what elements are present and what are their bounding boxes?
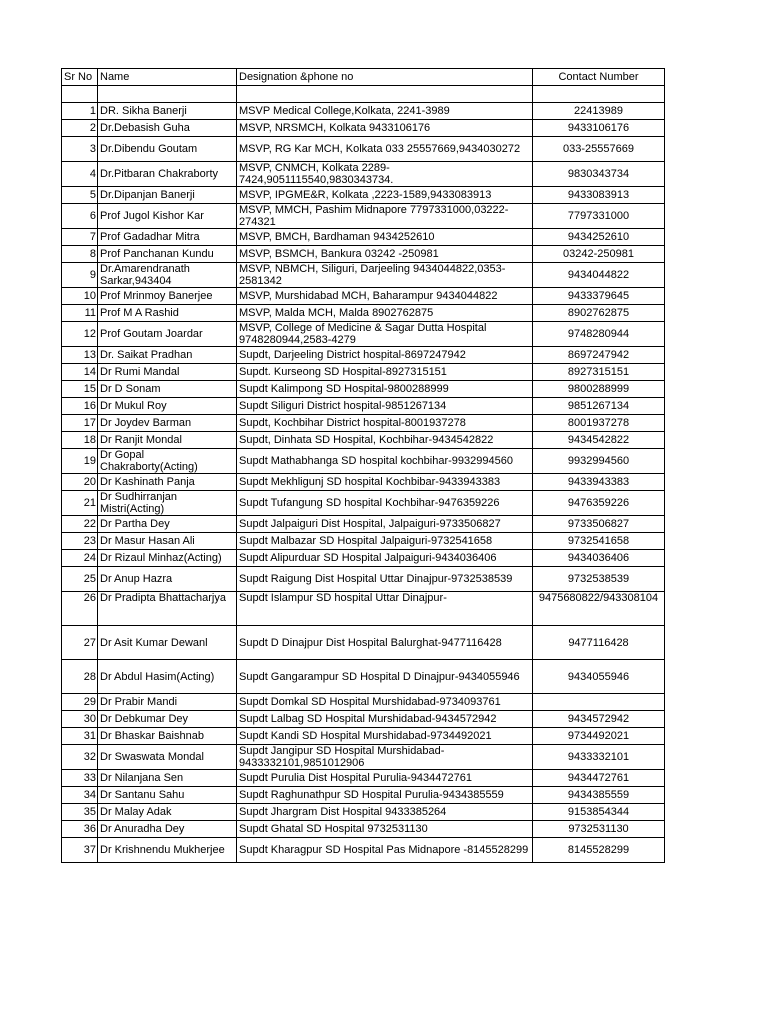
table-row bbox=[62, 263, 665, 288]
designation-cell: MSVP, BMCH, Bardhaman 9434252610 bbox=[237, 229, 533, 246]
table-row bbox=[62, 229, 665, 246]
table-row bbox=[62, 533, 665, 550]
contact-cell: 9433379645 bbox=[533, 288, 665, 305]
table-row bbox=[62, 474, 665, 491]
sr-no-cell: 26 bbox=[62, 592, 98, 626]
table-row bbox=[62, 694, 665, 711]
blank-cell bbox=[237, 86, 533, 103]
name-cell: Dr Rumi Mandal bbox=[98, 364, 237, 381]
table-row bbox=[62, 550, 665, 567]
sr-no-cell: 3 bbox=[62, 137, 98, 162]
designation-cell: Supdt, Darjeeling District hospital-8697247942 bbox=[237, 347, 533, 364]
name-cell: Dr Debkumar Dey bbox=[98, 711, 237, 728]
name-cell: Dr Partha Dey bbox=[98, 516, 237, 533]
designation-cell: Supdt Jhargram Dist Hospital 9433385264 bbox=[237, 804, 533, 821]
table-row bbox=[62, 364, 665, 381]
contact-cell: 9434472761 bbox=[533, 770, 665, 787]
contact-cell: 03242-250981 bbox=[533, 246, 665, 263]
designation-cell: Supdt Islampur SD hospital Uttar Dinajpur- bbox=[237, 592, 533, 626]
table-row bbox=[62, 804, 665, 821]
sr-no-cell: 14 bbox=[62, 364, 98, 381]
designation-cell: Supdt Raigung Dist Hospital Uttar Dinajpur-9732538539 bbox=[237, 567, 533, 592]
contact-cell bbox=[533, 694, 665, 711]
name-cell: Dr Anup Hazra bbox=[98, 567, 237, 592]
designation-cell: Supdt D Dinajpur Dist Hospital Balurghat-9477116428 bbox=[237, 626, 533, 660]
designation-cell: Supdt Jalpaiguri Dist Hospital, Jalpaiguri-9733506827 bbox=[237, 516, 533, 533]
name-cell: Dr Gopal Chakraborty(Acting) bbox=[98, 449, 237, 474]
table-row bbox=[62, 821, 665, 838]
name-cell: Dr Mukul Roy bbox=[98, 398, 237, 415]
name-cell: Dr Bhaskar Baishnab bbox=[98, 728, 237, 745]
designation-cell: MSVP, Malda MCH, Malda 8902762875 bbox=[237, 305, 533, 322]
contact-cell: 9434055946 bbox=[533, 660, 665, 694]
table-row bbox=[62, 103, 665, 120]
blank-cell bbox=[533, 86, 665, 103]
sr-no-cell: 32 bbox=[62, 745, 98, 770]
table-row bbox=[62, 728, 665, 745]
name-cell: Dr Joydev Barman bbox=[98, 415, 237, 432]
designation-cell: MSVP, IPGME&R, Kolkata ,2223-1589,9433083913 bbox=[237, 187, 533, 204]
table-row bbox=[62, 120, 665, 137]
sr-no-cell: 33 bbox=[62, 770, 98, 787]
sr-no-cell: 25 bbox=[62, 567, 98, 592]
sr-no-cell: 2 bbox=[62, 120, 98, 137]
table-row bbox=[62, 347, 665, 364]
designation-cell: Supdt Jangipur SD Hospital Murshidabad-9433332101,9851012906 bbox=[237, 745, 533, 770]
contact-cell: 9434385559 bbox=[533, 787, 665, 804]
contact-cell: 9153854344 bbox=[533, 804, 665, 821]
sr-no-cell: 24 bbox=[62, 550, 98, 567]
designation-cell: Supdt. Kurseong SD Hospital-8927315151 bbox=[237, 364, 533, 381]
table-row bbox=[62, 398, 665, 415]
designation-cell: MSVP Medical College,Kolkata, 2241-3989 bbox=[237, 103, 533, 120]
contact-table bbox=[61, 68, 665, 863]
sr-no-cell: 12 bbox=[62, 322, 98, 347]
table-row bbox=[62, 838, 665, 863]
sr-no-cell: 18 bbox=[62, 432, 98, 449]
name-cell: Dr Nilanjana Sen bbox=[98, 770, 237, 787]
header-sr-no: Sr No bbox=[62, 69, 98, 86]
contact-cell: 8927315151 bbox=[533, 364, 665, 381]
contact-cell: 9434036406 bbox=[533, 550, 665, 567]
sr-no-cell: 23 bbox=[62, 533, 98, 550]
contact-cell: 8145528299 bbox=[533, 838, 665, 863]
table-row bbox=[62, 381, 665, 398]
designation-cell: Supdt Raghunathpur SD Hospital Purulia-9434385559 bbox=[237, 787, 533, 804]
designation-cell: MSVP, BSMCH, Bankura 03242 -250981 bbox=[237, 246, 533, 263]
contact-cell: 9734492021 bbox=[533, 728, 665, 745]
table-row bbox=[62, 711, 665, 728]
header-name: Name bbox=[98, 69, 237, 86]
name-cell: Prof Panchanan Kundu bbox=[98, 246, 237, 263]
sr-no-cell: 22 bbox=[62, 516, 98, 533]
name-cell: Prof Gadadhar Mitra bbox=[98, 229, 237, 246]
table-row bbox=[62, 660, 665, 694]
designation-cell: Supdt Tufangung SD hospital Kochbihar-9476359226 bbox=[237, 491, 533, 516]
name-cell: Dr Asit Kumar Dewanl bbox=[98, 626, 237, 660]
name-cell: Prof Mrinmoy Banerjee bbox=[98, 288, 237, 305]
contact-cell: 9851267134 bbox=[533, 398, 665, 415]
table-row bbox=[62, 415, 665, 432]
name-cell: Dr Malay Adak bbox=[98, 804, 237, 821]
name-cell: Dr. Saikat Pradhan bbox=[98, 347, 237, 364]
contact-cell: 9932994560 bbox=[533, 449, 665, 474]
name-cell: Dr Santanu Sahu bbox=[98, 787, 237, 804]
contact-cell: 9733506827 bbox=[533, 516, 665, 533]
sr-no-cell: 36 bbox=[62, 821, 98, 838]
table-row bbox=[62, 246, 665, 263]
header-contact: Contact Number bbox=[533, 69, 665, 86]
designation-cell: MSVP, NRSMCH, Kolkata 9433106176 bbox=[237, 120, 533, 137]
contact-cell: 9433943383 bbox=[533, 474, 665, 491]
name-cell: Dr.Debasish Guha bbox=[98, 120, 237, 137]
contact-cell: 9434542822 bbox=[533, 432, 665, 449]
sr-no-cell: 37 bbox=[62, 838, 98, 863]
sr-no-cell: 27 bbox=[62, 626, 98, 660]
contact-cell: 9830343734 bbox=[533, 162, 665, 187]
designation-cell: Supdt Kharagpur SD Hospital Pas Midnapore -8145528299 bbox=[237, 838, 533, 863]
table-row bbox=[62, 592, 665, 626]
sr-no-cell: 6 bbox=[62, 204, 98, 229]
contact-cell: 9434572942 bbox=[533, 711, 665, 728]
contact-cell: 9800288999 bbox=[533, 381, 665, 398]
sr-no-cell: 11 bbox=[62, 305, 98, 322]
designation-cell: Supdt, Kochbihar District hospital-8001937278 bbox=[237, 415, 533, 432]
table-row bbox=[62, 432, 665, 449]
designation-cell: MSVP, MMCH, Pashim Midnapore 7797331000,03222-274321 bbox=[237, 204, 533, 229]
sr-no-cell: 20 bbox=[62, 474, 98, 491]
contact-cell: 033-25557669 bbox=[533, 137, 665, 162]
designation-cell: Supdt Ghatal SD Hospital 9732531130 bbox=[237, 821, 533, 838]
contact-cell: 9434044822 bbox=[533, 263, 665, 288]
sr-no-cell: 15 bbox=[62, 381, 98, 398]
table-row bbox=[62, 770, 665, 787]
name-cell: Dr Prabir Mandi bbox=[98, 694, 237, 711]
sr-no-cell: 9 bbox=[62, 263, 98, 288]
sr-no-cell: 28 bbox=[62, 660, 98, 694]
table-row bbox=[62, 745, 665, 770]
name-cell: Prof Goutam Joardar bbox=[98, 322, 237, 347]
designation-cell: Supdt, Dinhata SD Hospital, Kochbihar-9434542822 bbox=[237, 432, 533, 449]
contact-cell: 9732531130 bbox=[533, 821, 665, 838]
name-cell: Prof M A Rashid bbox=[98, 305, 237, 322]
contact-cell: 9433332101 bbox=[533, 745, 665, 770]
table-row bbox=[62, 449, 665, 474]
name-cell: DR. Sikha Banerji bbox=[98, 103, 237, 120]
table-row bbox=[62, 137, 665, 162]
name-cell: Dr Kashinath Panja bbox=[98, 474, 237, 491]
table-row bbox=[62, 288, 665, 305]
sr-no-cell: 31 bbox=[62, 728, 98, 745]
sr-no-cell: 10 bbox=[62, 288, 98, 305]
designation-cell: Supdt Purulia Dist Hospital Purulia-9434472761 bbox=[237, 770, 533, 787]
sr-no-cell: 21 bbox=[62, 491, 98, 516]
table-row bbox=[62, 626, 665, 660]
table-row bbox=[62, 516, 665, 533]
designation-cell: Supdt Mekhligunj SD hospital Kochbibar-9433943383 bbox=[237, 474, 533, 491]
designation-cell: Supdt Siliguri District hospital-9851267134 bbox=[237, 398, 533, 415]
sr-no-cell: 5 bbox=[62, 187, 98, 204]
blank-row bbox=[62, 86, 665, 103]
contact-cell: 9732541658 bbox=[533, 533, 665, 550]
designation-cell: Supdt Kalimpong SD Hospital-9800288999 bbox=[237, 381, 533, 398]
designation-cell: Supdt Alipurduar SD Hospital Jalpaiguri-9434036406 bbox=[237, 550, 533, 567]
sr-no-cell: 7 bbox=[62, 229, 98, 246]
contact-cell: 9476359226 bbox=[533, 491, 665, 516]
designation-cell: Supdt Gangarampur SD Hospital D Dinajpur-9434055946 bbox=[237, 660, 533, 694]
name-cell: Dr Rizaul Minhaz(Acting) bbox=[98, 550, 237, 567]
sr-no-cell: 30 bbox=[62, 711, 98, 728]
name-cell: Dr Ranjit Mondal bbox=[98, 432, 237, 449]
table-row bbox=[62, 187, 665, 204]
table-row bbox=[62, 162, 665, 187]
name-cell: Dr Pradipta Bhattacharjya bbox=[98, 592, 237, 626]
name-cell: Dr Krishnendu Mukherjee bbox=[98, 838, 237, 863]
table-row bbox=[62, 305, 665, 322]
contact-cell: 9748280944 bbox=[533, 322, 665, 347]
name-cell: Dr Abdul Hasim(Acting) bbox=[98, 660, 237, 694]
sr-no-cell: 19 bbox=[62, 449, 98, 474]
designation-cell: Supdt Lalbag SD Hospital Murshidabad-9434572942 bbox=[237, 711, 533, 728]
sr-no-cell: 13 bbox=[62, 347, 98, 364]
sr-no-cell: 4 bbox=[62, 162, 98, 187]
designation-cell: Supdt Mathabhanga SD hospital kochbihar-9932994560 bbox=[237, 449, 533, 474]
sr-no-cell: 17 bbox=[62, 415, 98, 432]
sr-no-cell: 34 bbox=[62, 787, 98, 804]
name-cell: Dr.Pitbaran Chakraborty bbox=[98, 162, 237, 187]
designation-cell: MSVP, RG Kar MCH, Kolkata 033 25557669,9434030272 bbox=[237, 137, 533, 162]
name-cell: Dr.Dibendu Goutam bbox=[98, 137, 237, 162]
sr-no-cell: 8 bbox=[62, 246, 98, 263]
name-cell: Dr.Amarendranath Sarkar,943404 bbox=[98, 263, 237, 288]
sr-no-cell: 1 bbox=[62, 103, 98, 120]
name-cell: Dr.Dipanjan Banerji bbox=[98, 187, 237, 204]
table-row bbox=[62, 567, 665, 592]
name-cell: Dr D Sonam bbox=[98, 381, 237, 398]
contact-cell: 7797331000 bbox=[533, 204, 665, 229]
designation-cell: MSVP, Murshidabad MCH, Baharampur 9434044822 bbox=[237, 288, 533, 305]
contact-cell: 9433083913 bbox=[533, 187, 665, 204]
blank-cell bbox=[98, 86, 237, 103]
contact-cell: 8001937278 bbox=[533, 415, 665, 432]
designation-cell: MSVP, CNMCH, Kolkata 2289-7424,9051115540,9830343734. bbox=[237, 162, 533, 187]
table-row bbox=[62, 491, 665, 516]
table-row bbox=[62, 787, 665, 804]
blank-cell bbox=[62, 86, 98, 103]
table-row bbox=[62, 322, 665, 347]
name-cell: Dr Swaswata Mondal bbox=[98, 745, 237, 770]
name-cell: Dr Sudhirranjan Mistri(Acting) bbox=[98, 491, 237, 516]
name-cell: Prof Jugol Kishor Kar bbox=[98, 204, 237, 229]
contact-cell: 9475680822/943308104 bbox=[533, 592, 665, 626]
contact-cell: 9434252610 bbox=[533, 229, 665, 246]
header-row bbox=[62, 69, 665, 86]
contact-cell: 9433106176 bbox=[533, 120, 665, 137]
designation-cell: Supdt Malbazar SD Hospital Jalpaiguri-9732541658 bbox=[237, 533, 533, 550]
contact-cell: 8697247942 bbox=[533, 347, 665, 364]
header-designation: Designation &phone no bbox=[237, 69, 533, 86]
contact-cell: 9732538539 bbox=[533, 567, 665, 592]
designation-cell: MSVP, College of Medicine & Sagar Dutta Hospital 9748280944,2583-4279 bbox=[237, 322, 533, 347]
table-row bbox=[62, 204, 665, 229]
designation-cell: Supdt Domkal SD Hospital Murshidabad-9734093761 bbox=[237, 694, 533, 711]
contact-cell: 9477116428 bbox=[533, 626, 665, 660]
sr-no-cell: 16 bbox=[62, 398, 98, 415]
name-cell: Dr Masur Hasan Ali bbox=[98, 533, 237, 550]
contact-cell: 8902762875 bbox=[533, 305, 665, 322]
sr-no-cell: 29 bbox=[62, 694, 98, 711]
designation-cell: MSVP, NBMCH, Siliguri, Darjeeling 9434044822,0353-2581342 bbox=[237, 263, 533, 288]
sr-no-cell: 35 bbox=[62, 804, 98, 821]
name-cell: Dr Anuradha Dey bbox=[98, 821, 237, 838]
designation-cell: Supdt Kandi SD Hospital Murshidabad-9734492021 bbox=[237, 728, 533, 745]
contact-cell: 22413989 bbox=[533, 103, 665, 120]
